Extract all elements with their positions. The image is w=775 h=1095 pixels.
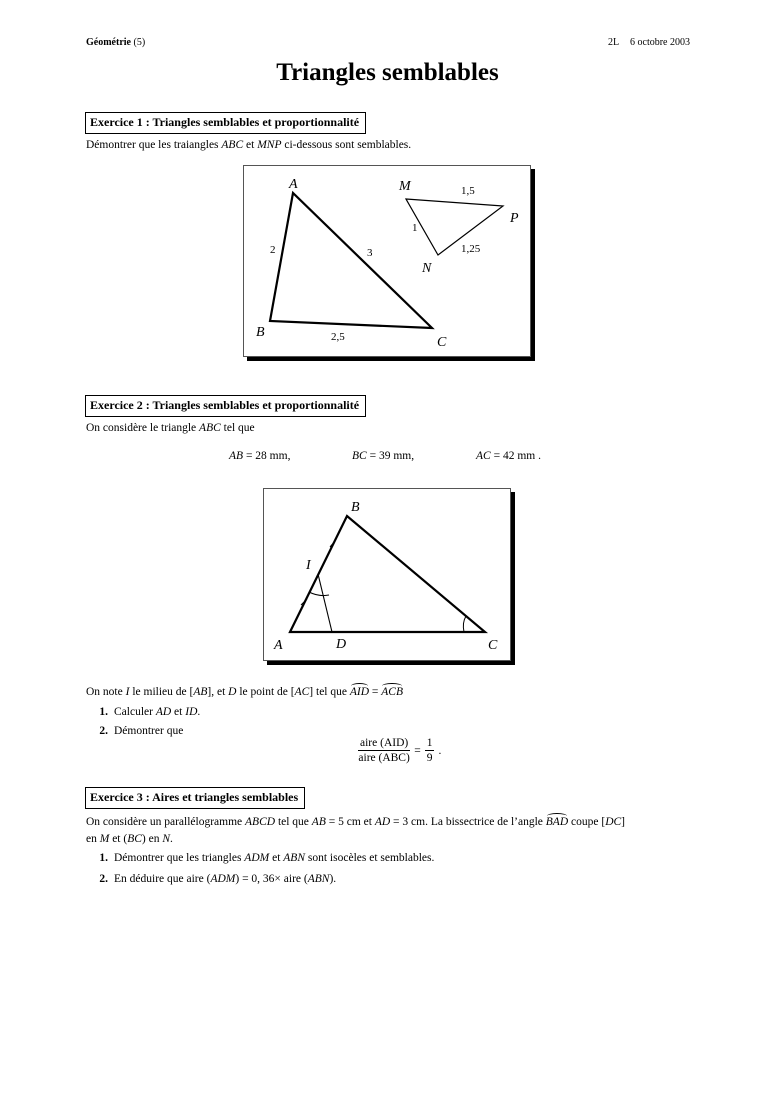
svg-text:C: C [488, 638, 498, 653]
svg-text:A: A [289, 177, 298, 192]
measure-ac: AC = 42 mm . [476, 450, 541, 462]
svg-text:B: B [256, 325, 265, 340]
segment-id [318, 574, 332, 632]
exercise-1-statement: Démontrer que les traiangles ABC et MNP ci-dessous sont semblables. [86, 139, 412, 151]
svg-text:N: N [422, 261, 432, 276]
svg-text:M: M [399, 179, 411, 194]
area-ratio-formula: $\frac{\text{aire (AID)}}{\text{aire (ABC)}}$ = $\frac{1}{9}$ . [358, 737, 442, 764]
exercise-3-question-2: 2. En déduire que aire (ADM) = 0, 36× aire (ABN). [99, 873, 337, 885]
angle-acb: ACB [381, 686, 404, 698]
header-date: 6 octobre 2003 [630, 37, 690, 48]
exercise-3-question-1: 1. Démontrer que les triangles ADM et ABN sont isocèles et semblables. [99, 852, 435, 864]
measure-ab: AB = 28 mm, [229, 450, 291, 462]
exercise-1-heading: Exercice 1 : Triangles semblables et proportionnalité [85, 112, 366, 134]
header-class: 2L [608, 37, 620, 48]
exercise-2-intro: On considère le triangle ABC tel que [86, 422, 255, 434]
exercise-2-question-1: 1. Calculer AD et ID. [99, 706, 201, 718]
svg-text:D: D [336, 637, 347, 652]
svg-text:C: C [437, 335, 447, 350]
triangles-abc-mnp-diagram [244, 166, 530, 356]
svg-text:B: B [351, 500, 360, 515]
exercise-2-heading: Exercice 2 : Triangles semblables et proportionnalité [85, 395, 366, 417]
triangle-abc [290, 516, 485, 632]
svg-text:1,5: 1,5 [461, 185, 475, 197]
exercise-3-statement-line-1: On considère un parallélogramme ABCD tel que AB = 5 cm et AD = 3 cm. La bissectrice de l’angle BAD coupe [DC] [86, 816, 626, 828]
triangle-abc-with-id-diagram [264, 489, 510, 660]
svg-text:2,5: 2,5 [331, 331, 345, 343]
svg-text:1,25: 1,25 [461, 243, 481, 255]
measure-bc: BC = 39 mm, [352, 450, 415, 462]
exercise-3-statement-line-2: en M et (BC) en N. [86, 833, 173, 845]
svg-text:3: 3 [367, 247, 373, 259]
angle-aid: AID [349, 686, 370, 698]
header-subject: Géométrie (5) [86, 37, 146, 48]
svg-text:P: P [510, 211, 519, 226]
exercise-2-note: On note I le milieu de [AB], et D le point de [AC] tel que AID = ACB [86, 686, 404, 698]
triangle-abc [270, 193, 432, 328]
figure-1 [243, 165, 531, 357]
page-title: Triangles semblables [276, 59, 499, 86]
exercise-2-question-2: 2. Démontrer que [99, 725, 184, 737]
exercise-3-heading: Exercice 3 : Aires et triangles semblables [85, 787, 305, 809]
triangle-mnp [406, 199, 503, 255]
svg-text:1: 1 [412, 222, 418, 234]
figure-2 [263, 488, 511, 661]
svg-text:I: I [306, 558, 311, 573]
angle-bad: BAD [545, 816, 569, 828]
svg-text:2: 2 [270, 244, 276, 256]
svg-text:A: A [274, 638, 283, 653]
